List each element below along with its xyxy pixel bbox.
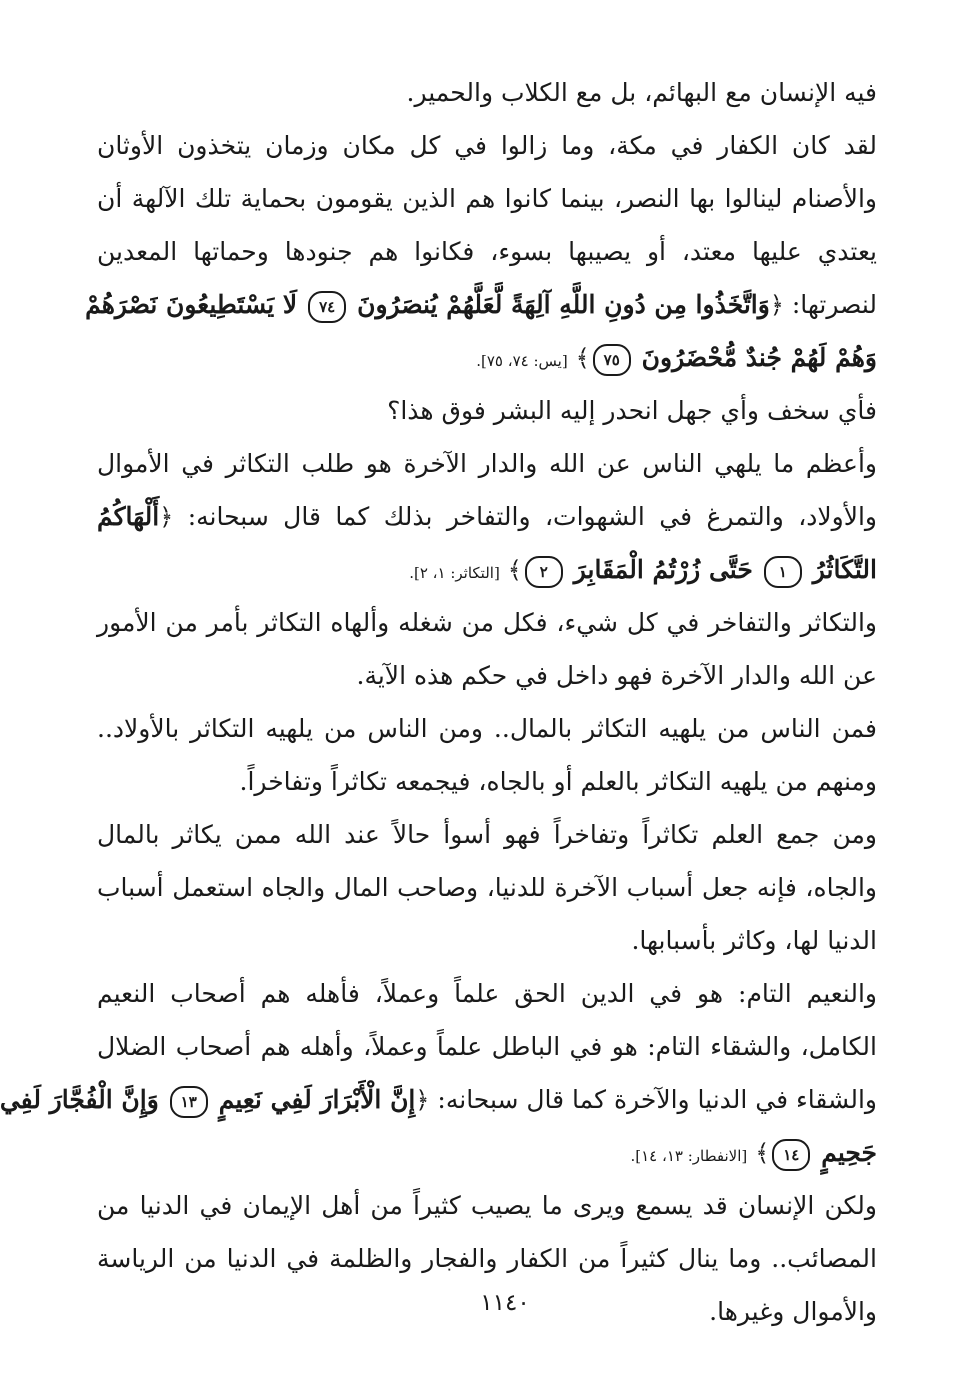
quran-close-bracket: ﴾: [575, 344, 590, 372]
quran-open-bracket: ﴿: [769, 291, 784, 319]
quran-line: [97, 331, 877, 384]
text-line: والنعيم التام: هو في الدين الحق علماً وعملاً، فأهله هم أصحاب النعيم: [97, 979, 877, 1008]
surah-reference: [التكاثر: ١، ٢].: [409, 564, 500, 582]
quran-close-bracket: ﴾: [755, 1139, 770, 1167]
text-line: ومنهم من يلهيه التكاثر بالعلم أو بالجاه، فيجمعه تكاثراً وتفاخراً.: [239, 767, 877, 796]
quran-open-bracket: ﴿: [415, 1086, 430, 1114]
quran-verse: إِنَّ الْأَبْرَارَ لَفِي نَعِيمٍ: [218, 1085, 416, 1114]
text-line: المصائب.. وما ينال كثيراً من الكفار والفجار والظلمة في الدنيا من الرياسة: [97, 1244, 877, 1273]
page-number: ١١٤٠: [480, 1290, 530, 1316]
text-line: فيه الإنسان مع البهائم، بل مع الكلاب والحمير.: [406, 78, 877, 107]
quran-line: [85, 278, 877, 331]
line-prefix: والأولاد، والتمرغ في الشهوات، والتفاخر بذلك كما قال سبحانه:: [187, 502, 878, 531]
text-line: ومن جمع العلم تكاثراً وتفاخراً فهو أسوأ حالاً عند الله ممن يكاثر بالمال: [97, 820, 877, 849]
quran-close-bracket: ﴾: [507, 556, 522, 584]
quran-verse: وَهُمْ لَهُمْ جُندٌ مُّحْضَرُونَ: [641, 343, 877, 372]
line-prefix: لنصرتها:: [791, 290, 877, 319]
quran-line: [97, 1126, 877, 1179]
text-line: فأي سخف وأي جهل انحدر إليه البشر فوق هذا؟: [387, 396, 877, 425]
quran-verse: وَإِنَّ الْفُجَّارَ لَفِي: [0, 1085, 159, 1114]
quran-verse: التَّكَاثُرُ: [812, 555, 877, 584]
text-line: الكامل، والشقاء التام: هو في الباطل علماً وعملاً، وأهله هم أصحاب الضلال: [97, 1032, 877, 1061]
ayah-number-marker: ١٤: [772, 1139, 810, 1171]
ayah-number-marker: ٢: [525, 556, 563, 588]
text-line: ولكن الإنسان قد يسمع ويرى ما يصيب كثيراً من أهل الإيمان في الدنيا من: [97, 1191, 877, 1220]
text-line: والأموال وغيرها.: [709, 1297, 877, 1326]
page-body: [0, 66, 878, 1338]
text-line: الدنيا لها، وكاثر بأسبابها.: [631, 926, 877, 955]
quran-verse: جَحِيمٍ: [821, 1138, 877, 1167]
quran-verse: وَاتَّخَذُوا مِن دُونِ اللَّهِ آلِهَةً لَّعَلَّهُمْ يُنصَرُونَ: [357, 290, 770, 319]
text-line: وأعظم ما يلهي الناس عن الله والدار الآخرة هو طلب التكاثر في الأموال: [97, 449, 877, 478]
quran-open-bracket: ﴿: [159, 503, 174, 531]
text-line: والتكاثر والتفاخر في كل شيء، فكل من شغله وألهاه التكاثر بأمر من الأمور: [97, 608, 877, 637]
ayah-number-marker: ١: [764, 556, 802, 588]
surah-reference: [الانفطار: ١٣، ١٤].: [630, 1147, 748, 1165]
text-line: والجاه، فإنه جعل أسباب الآخرة للدنيا، وصاحب المال والجاه استعمل أسباب: [97, 873, 877, 902]
ayah-number-marker: ١٣: [170, 1086, 208, 1118]
ayah-number-marker: ٧٤: [308, 291, 346, 323]
quran-verse: أَلْهَاكُمُ: [97, 502, 160, 531]
ayah-number-marker: ٧٥: [593, 344, 631, 376]
text-line: يعتدي عليها معتد، أو يصيبها بسوء، فكانوا هم جنودها وحماتها المعدين: [97, 237, 877, 266]
quran-verse: حَتَّى زُرْتُمُ الْمَقَابِرَ: [573, 555, 753, 584]
quran-line: [0, 1073, 877, 1126]
quran-line: [97, 490, 877, 543]
text-line: عن الله والدار الآخرة فهو داخل في حكم هذه الآية.: [356, 661, 877, 690]
quran-verse: لَا يَسْتَطِيعُونَ نَصْرَهُمْ: [85, 290, 298, 319]
line-prefix: والشقاء في الدنيا والآخرة كما قال سبحانه:: [437, 1085, 877, 1114]
text-line: لقد كان الكفار في مكة، وما زالوا في كل مكان وزمان يتخذون الأوثان: [97, 131, 877, 160]
text-line: فمن الناس من يلهيه التكاثر بالمال.. ومن الناس من يلهيه التكاثر بالأولاد..: [97, 714, 877, 743]
text-line: والأصنام لينالوا بها النصر، بينما كانوا هم الذين يقومون بحماية تلك الآلهة أن: [97, 184, 877, 213]
quran-line: [97, 543, 877, 596]
surah-reference: [يس: ٧٤، ٧٥].: [476, 352, 568, 370]
